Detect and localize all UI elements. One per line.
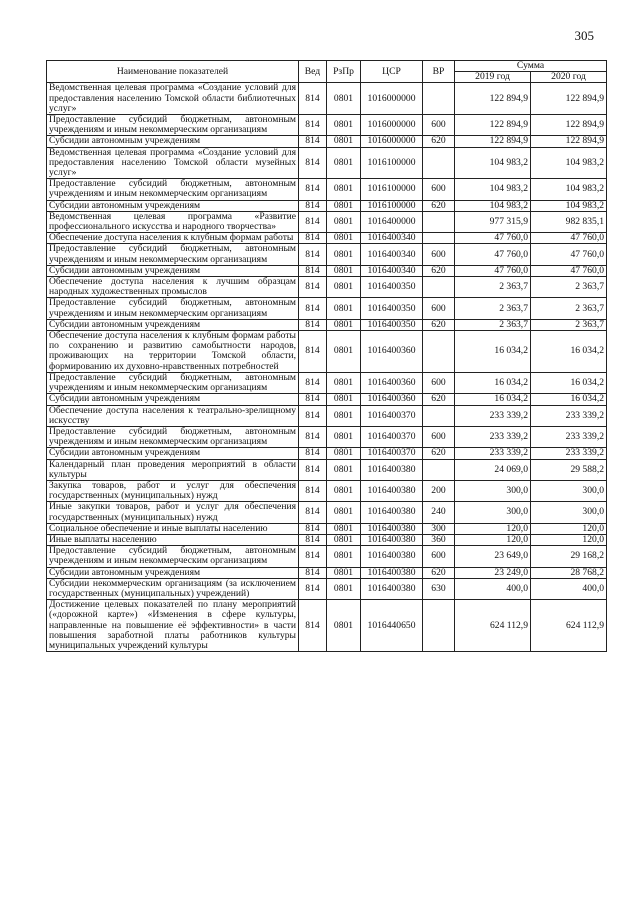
table-row [47, 147, 607, 179]
row-ved: 814 [299, 147, 327, 179]
row-sum-2020: 120,0 [531, 523, 607, 534]
row-name: Иные закупки товаров, работ и услуг для обеспечения государственных (муниципальных) нужд [47, 502, 299, 523]
row-rzpr: 0801 [327, 265, 361, 276]
row-sum-2019: 624 112,9 [455, 600, 531, 652]
row-ved: 814 [299, 426, 327, 447]
table-row [47, 265, 607, 276]
row-sum-2019: 16 034,2 [455, 394, 531, 405]
row-sum-2020: 400,0 [531, 578, 607, 599]
row-rzpr: 0801 [327, 394, 361, 405]
row-sum-2020: 300,0 [531, 480, 607, 501]
row-name: Предоставление субсидий бюджетным, автономным учреждениям и иным некоммерческим организациям [47, 298, 299, 319]
table-row [47, 298, 607, 319]
row-rzpr: 0801 [327, 534, 361, 545]
row-sum-2020: 982 835,1 [531, 211, 607, 232]
row-sum-2019: 23 649,0 [455, 546, 531, 567]
row-csr: 1016400380 [361, 502, 423, 523]
row-name: Ведомственная целевая программа «Создание условий для предоставления населению Томской области музейных услуг» [47, 147, 299, 179]
row-ved: 814 [299, 405, 327, 426]
row-csr: 1016400360 [361, 331, 423, 373]
row-rzpr: 0801 [327, 578, 361, 599]
row-ved: 814 [299, 200, 327, 211]
row-rzpr: 0801 [327, 523, 361, 534]
row-vr [423, 233, 455, 244]
row-name: Иные выплаты населению [47, 534, 299, 545]
row-ved: 814 [299, 331, 327, 373]
table-row [47, 448, 607, 459]
row-vr [423, 147, 455, 179]
table-row [47, 244, 607, 265]
page-number: 305 [574, 28, 594, 43]
row-name: Календарный план проведения мероприятий в области культуры [47, 459, 299, 480]
row-vr [423, 405, 455, 426]
row-csr: 1016400380 [361, 523, 423, 534]
header-2020: 2020 год [531, 72, 607, 83]
row-ved: 814 [299, 179, 327, 200]
row-csr: 1016400340 [361, 265, 423, 276]
header-rzpr: РзПр [327, 61, 361, 83]
row-name: Достижение целевых показателей по плану мероприятий («дорожной карте») «Изменения в сфере культуры, направленные на повышение её эффективности» в части повышения заработной платы работников культуры муниципальных учреждений культуры [47, 600, 299, 652]
row-rzpr: 0801 [327, 480, 361, 501]
row-sum-2020: 104 983,2 [531, 179, 607, 200]
row-sum-2019: 16 034,2 [455, 331, 531, 373]
row-csr: 1016400380 [361, 578, 423, 599]
row-rzpr: 0801 [327, 502, 361, 523]
row-csr: 1016400380 [361, 459, 423, 480]
row-sum-2020: 2 363,7 [531, 298, 607, 319]
row-rzpr: 0801 [327, 459, 361, 480]
row-rzpr: 0801 [327, 546, 361, 567]
row-sum-2020: 16 034,2 [531, 331, 607, 373]
row-csr: 1016400380 [361, 480, 423, 501]
table-row [47, 233, 607, 244]
row-vr [423, 211, 455, 232]
row-name: Обеспечение доступа населения к клубным формам работы по сохранению и развитию самобытности народов, проживающих на территории Томской области, формированию их духовно-нравственных потребностей [47, 331, 299, 373]
table-row [47, 115, 607, 136]
row-csr: 1016400370 [361, 426, 423, 447]
row-csr: 1016400380 [361, 567, 423, 578]
row-ved: 814 [299, 319, 327, 330]
row-sum-2019: 122 894,9 [455, 83, 531, 115]
row-name: Предоставление субсидий бюджетным, автономным учреждениям и иным некоммерческим организациям [47, 244, 299, 265]
row-rzpr: 0801 [327, 448, 361, 459]
row-sum-2020: 233 339,2 [531, 426, 607, 447]
table-row [47, 546, 607, 567]
header-2019: 2019 год [455, 72, 531, 83]
row-rzpr: 0801 [327, 372, 361, 393]
row-rzpr: 0801 [327, 600, 361, 652]
row-sum-2019: 104 983,2 [455, 179, 531, 200]
row-rzpr: 0801 [327, 211, 361, 232]
row-sum-2019: 23 249,0 [455, 567, 531, 578]
row-csr: 1016400370 [361, 405, 423, 426]
row-csr: 1016100000 [361, 200, 423, 211]
row-ved: 814 [299, 394, 327, 405]
row-sum-2020: 233 339,2 [531, 448, 607, 459]
row-name: Обеспечение доступа населения к клубным формам работы [47, 233, 299, 244]
row-ved: 814 [299, 600, 327, 652]
row-csr: 1016400360 [361, 394, 423, 405]
table-row [47, 179, 607, 200]
row-csr: 1016000000 [361, 115, 423, 136]
row-csr: 1016100000 [361, 147, 423, 179]
row-sum-2020: 624 112,9 [531, 600, 607, 652]
row-ved: 814 [299, 277, 327, 298]
table-row [47, 480, 607, 501]
table-row [47, 459, 607, 480]
row-sum-2020: 16 034,2 [531, 372, 607, 393]
row-sum-2020: 2 363,7 [531, 319, 607, 330]
row-sum-2019: 47 760,0 [455, 244, 531, 265]
row-sum-2019: 300,0 [455, 502, 531, 523]
row-rzpr: 0801 [327, 179, 361, 200]
row-name: Обеспечение доступа населения к лучшим образцам народных художественных промыслов [47, 277, 299, 298]
row-sum-2020: 47 760,0 [531, 233, 607, 244]
row-sum-2020: 2 363,7 [531, 277, 607, 298]
table-row [47, 394, 607, 405]
row-sum-2020: 28 768,2 [531, 567, 607, 578]
row-sum-2020: 120,0 [531, 534, 607, 545]
table-row [47, 331, 607, 373]
row-rzpr: 0801 [327, 115, 361, 136]
row-ved: 814 [299, 480, 327, 501]
row-sum-2020: 47 760,0 [531, 244, 607, 265]
row-vr: 620 [423, 448, 455, 459]
row-ved: 814 [299, 136, 327, 147]
row-sum-2019: 120,0 [455, 534, 531, 545]
header-vr: ВР [423, 61, 455, 83]
row-rzpr: 0801 [327, 567, 361, 578]
row-name: Закупка товаров, работ и услуг для обеспечения государственных (муниципальных) нужд [47, 480, 299, 501]
row-rzpr: 0801 [327, 244, 361, 265]
row-csr: 1016400340 [361, 233, 423, 244]
row-sum-2019: 16 034,2 [455, 372, 531, 393]
row-rzpr: 0801 [327, 298, 361, 319]
row-sum-2019: 2 363,7 [455, 319, 531, 330]
row-rzpr: 0801 [327, 319, 361, 330]
header-ved: Вед [299, 61, 327, 83]
table-row [47, 319, 607, 330]
row-rzpr: 0801 [327, 233, 361, 244]
row-sum-2019: 2 363,7 [455, 277, 531, 298]
row-rzpr: 0801 [327, 136, 361, 147]
row-sum-2019: 233 339,2 [455, 426, 531, 447]
row-csr: 1016400360 [361, 372, 423, 393]
row-ved: 814 [299, 578, 327, 599]
row-name: Субсидии автономным учреждениям [47, 319, 299, 330]
row-sum-2019: 24 069,0 [455, 459, 531, 480]
table-row [47, 200, 607, 211]
row-vr [423, 459, 455, 480]
row-name: Субсидии некоммерческим организациям (за исключением государственных (муниципальных) учреждений) [47, 578, 299, 599]
row-name: Предоставление субсидий бюджетным, автономным учреждениям и иным некоммерческим организациям [47, 179, 299, 200]
row-name: Субсидии автономным учреждениям [47, 394, 299, 405]
row-vr: 620 [423, 200, 455, 211]
row-name: Субсидии автономным учреждениям [47, 567, 299, 578]
row-ved: 814 [299, 502, 327, 523]
row-sum-2019: 2 363,7 [455, 298, 531, 319]
row-vr: 600 [423, 372, 455, 393]
table-row [47, 83, 607, 115]
row-sum-2019: 120,0 [455, 523, 531, 534]
header-name: Наименование показателей [47, 61, 299, 83]
row-ved: 814 [299, 534, 327, 545]
row-name: Предоставление субсидий бюджетным, автономным учреждениям и иным некоммерческим организациям [47, 426, 299, 447]
row-csr: 1016100000 [361, 179, 423, 200]
row-sum-2020: 300,0 [531, 502, 607, 523]
row-vr: 200 [423, 480, 455, 501]
row-sum-2019: 104 983,2 [455, 147, 531, 179]
row-vr: 620 [423, 265, 455, 276]
row-rzpr: 0801 [327, 200, 361, 211]
row-vr: 600 [423, 426, 455, 447]
row-sum-2020: 233 339,2 [531, 405, 607, 426]
row-sum-2020: 122 894,9 [531, 115, 607, 136]
row-vr: 600 [423, 298, 455, 319]
row-sum-2019: 104 983,2 [455, 200, 531, 211]
row-vr: 600 [423, 244, 455, 265]
table-row [47, 600, 607, 652]
row-ved: 814 [299, 298, 327, 319]
row-vr: 600 [423, 179, 455, 200]
row-vr [423, 331, 455, 373]
table-row [47, 567, 607, 578]
row-rzpr: 0801 [327, 83, 361, 115]
row-vr: 360 [423, 534, 455, 545]
table-row [47, 405, 607, 426]
row-vr: 300 [423, 523, 455, 534]
row-csr: 1016000000 [361, 136, 423, 147]
table-row [47, 523, 607, 534]
row-rzpr: 0801 [327, 277, 361, 298]
row-csr: 1016400380 [361, 546, 423, 567]
row-ved: 814 [299, 233, 327, 244]
row-ved: 814 [299, 244, 327, 265]
row-vr: 630 [423, 578, 455, 599]
row-ved: 814 [299, 459, 327, 480]
row-ved: 814 [299, 448, 327, 459]
row-sum-2019: 300,0 [455, 480, 531, 501]
table-row [47, 136, 607, 147]
row-vr [423, 600, 455, 652]
row-name: Предоставление субсидий бюджетным, автономным учреждениям и иным некоммерческим организациям [47, 372, 299, 393]
row-csr: 1016400350 [361, 319, 423, 330]
row-vr: 620 [423, 136, 455, 147]
row-sum-2020: 16 034,2 [531, 394, 607, 405]
row-sum-2020: 122 894,9 [531, 136, 607, 147]
row-sum-2019: 47 760,0 [455, 265, 531, 276]
row-csr: 1016400000 [361, 211, 423, 232]
row-name: Предоставление субсидий бюджетным, автономным учреждениям и иным некоммерческим организациям [47, 115, 299, 136]
header-csr: ЦСР [361, 61, 423, 83]
row-csr: 1016400380 [361, 534, 423, 545]
table-row [47, 578, 607, 599]
row-rzpr: 0801 [327, 331, 361, 373]
table-row [47, 502, 607, 523]
row-csr: 1016440650 [361, 600, 423, 652]
row-sum-2019: 122 894,9 [455, 136, 531, 147]
row-csr: 1016000000 [361, 83, 423, 115]
row-sum-2019: 122 894,9 [455, 115, 531, 136]
row-sum-2020: 104 983,2 [531, 147, 607, 179]
row-name: Ведомственная целевая программа «Создание условий для предоставления населению Томской области библиотечных услуг» [47, 83, 299, 115]
row-name: Обеспечение доступа населения к театрально-зрелищному искусству [47, 405, 299, 426]
row-rzpr: 0801 [327, 147, 361, 179]
row-vr [423, 277, 455, 298]
row-ved: 814 [299, 523, 327, 534]
row-name: Предоставление субсидий бюджетным, автономным учреждениям и иным некоммерческим организациям [47, 546, 299, 567]
row-sum-2020: 104 983,2 [531, 200, 607, 211]
row-rzpr: 0801 [327, 405, 361, 426]
row-name: Субсидии автономным учреждениям [47, 265, 299, 276]
header-sum: Сумма [455, 61, 607, 72]
row-ved: 814 [299, 546, 327, 567]
row-csr: 1016400370 [361, 448, 423, 459]
row-sum-2020: 47 760,0 [531, 265, 607, 276]
table-row [47, 211, 607, 232]
row-name: Субсидии автономным учреждениям [47, 136, 299, 147]
row-vr: 620 [423, 394, 455, 405]
row-ved: 814 [299, 265, 327, 276]
row-sum-2019: 233 339,2 [455, 448, 531, 459]
row-ved: 814 [299, 211, 327, 232]
row-ved: 814 [299, 372, 327, 393]
row-name: Субсидии автономным учреждениям [47, 448, 299, 459]
row-vr: 600 [423, 115, 455, 136]
table-row [47, 534, 607, 545]
row-sum-2020: 29 168,2 [531, 546, 607, 567]
row-name: Социальное обеспечение и иные выплаты населению [47, 523, 299, 534]
row-csr: 1016400340 [361, 244, 423, 265]
row-csr: 1016400350 [361, 298, 423, 319]
row-vr: 620 [423, 319, 455, 330]
row-csr: 1016400350 [361, 277, 423, 298]
row-sum-2019: 400,0 [455, 578, 531, 599]
row-vr: 600 [423, 546, 455, 567]
row-name: Ведомственная целевая программа «Развитие профессионального искусства и народного творчества» [47, 211, 299, 232]
table-body [47, 83, 607, 652]
row-vr: 240 [423, 502, 455, 523]
row-name: Субсидии автономным учреждениям [47, 200, 299, 211]
row-ved: 814 [299, 567, 327, 578]
row-sum-2020: 122 894,9 [531, 83, 607, 115]
table-row [47, 426, 607, 447]
row-sum-2019: 47 760,0 [455, 233, 531, 244]
row-ved: 814 [299, 83, 327, 115]
row-vr [423, 83, 455, 115]
table-header [47, 61, 607, 83]
row-sum-2019: 977 315,9 [455, 211, 531, 232]
budget-table [46, 60, 607, 652]
table-row [47, 277, 607, 298]
row-sum-2020: 29 588,2 [531, 459, 607, 480]
row-ved: 814 [299, 115, 327, 136]
table-row [47, 372, 607, 393]
row-rzpr: 0801 [327, 426, 361, 447]
row-vr: 620 [423, 567, 455, 578]
row-sum-2019: 233 339,2 [455, 405, 531, 426]
